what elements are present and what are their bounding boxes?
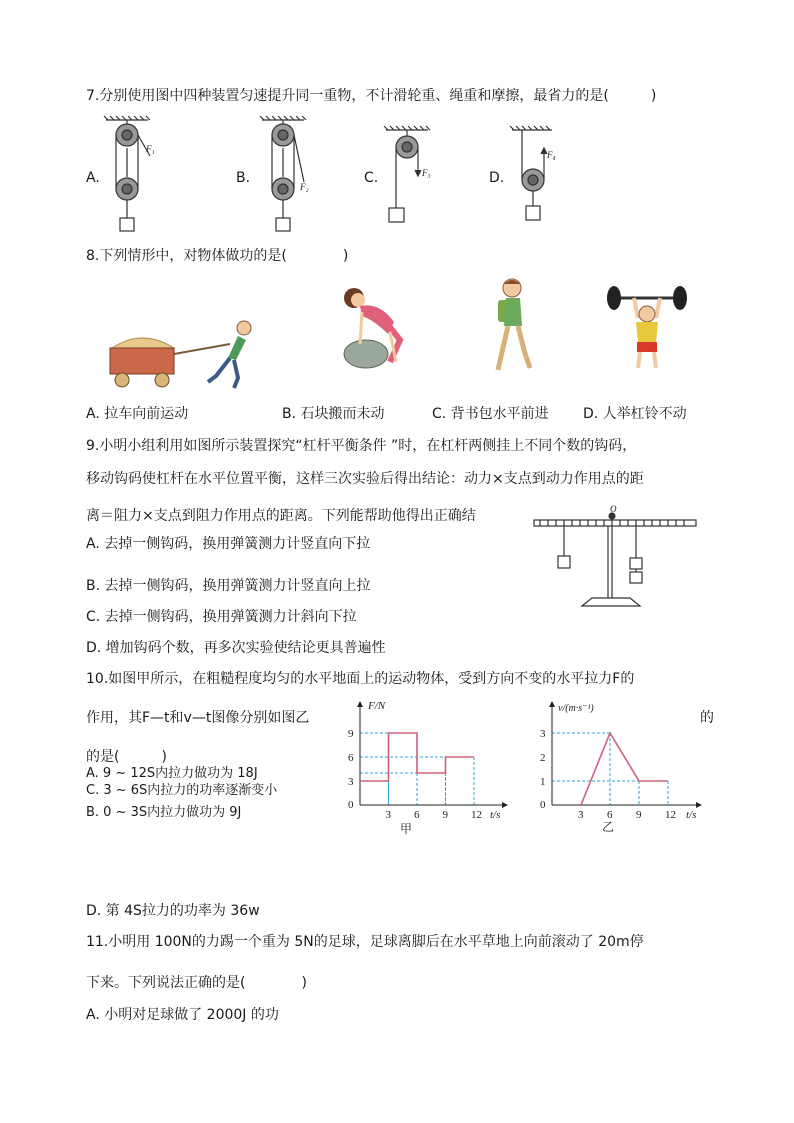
chart1-velocity-line	[581, 733, 668, 805]
q9-lever-figure	[526, 502, 702, 618]
q7-option-c-letter: C.	[364, 170, 379, 186]
chart0-ylabel: F/N	[368, 700, 386, 712]
q8-option-b: B. 石块搬而未动	[282, 406, 385, 422]
q7-force-label-a: F₁	[146, 144, 155, 154]
chart0-xlabel: t/s	[490, 809, 501, 821]
chart1-y-tick-0: 1	[540, 776, 546, 788]
q7-figure-b	[256, 114, 326, 234]
q10-chart-force-time	[330, 697, 516, 843]
q9-option-c: C. 去掉一侧钩码，换用弹簧测力计斜向下拉	[86, 609, 357, 625]
chart0-origin: 0	[348, 799, 354, 811]
q10-line-3: 的是( )	[86, 749, 167, 765]
chart1-x-tick-2: 9	[636, 809, 642, 821]
chart0-x-tick-1: 6	[414, 809, 420, 821]
chart1-xlabel: t/s	[686, 809, 697, 821]
chart0-y-arrow	[357, 701, 363, 707]
chart1-x-tick-1: 6	[607, 809, 613, 821]
q10-option-d: D. 第 4S拉力的功率为 36w	[86, 903, 260, 919]
q10-option-b: B. 0 ~ 3S内拉力做功为 9J	[86, 805, 242, 820]
q7-option-d-letter: D.	[489, 170, 505, 186]
q8-option-d: D. 人举杠铃不动	[583, 406, 687, 422]
q9-line-3: 离＝阻力×支点到阻力作用点的距离。下列能帮助他得出正确结	[86, 508, 476, 524]
q8-option-a: A. 拉车向前运动	[86, 406, 189, 422]
chart1-y-tick-1: 2	[540, 752, 546, 764]
q9-option-a: A. 去掉一侧钩码，换用弹簧测力计竖直向下拉	[86, 536, 371, 552]
q7-figure-c	[382, 124, 442, 228]
chart0-x-tick-3: 12	[471, 809, 482, 821]
chart1-x-tick-3: 12	[665, 809, 676, 821]
q9-pivot-label: O	[610, 504, 617, 514]
chart1-title: 乙	[602, 820, 615, 834]
q9-line-1: 9.小明小组利用如图所示装置探究“杠杆平衡条件 ”时，在杠杆两侧挂上不同个数的钩码，	[86, 438, 637, 454]
chart0-x-arrow	[502, 802, 508, 808]
q9-option-d: D. 增加钩码个数，再多次实验使结论更具普遍性	[86, 640, 386, 656]
chart0-y-tick-0: 3	[348, 776, 354, 788]
q8-stem: 8.下列情形中，对物体做功的是( )	[86, 248, 349, 264]
q7-stem: 7.分别使用图中四种装置匀速提升同一重物，不计滑轮重、绳重和摩擦，最省力的是( )	[86, 88, 657, 104]
q7-figure-a	[100, 114, 170, 234]
chart1-guide-lines	[552, 733, 668, 805]
chart0-title: 甲	[400, 822, 413, 836]
chart1-y-tick-2: 3	[540, 728, 546, 740]
q10-line-2-tail: 的	[700, 710, 714, 726]
chart0-x-tick-0: 3	[385, 809, 391, 821]
q9-line-2: 移动钩码使杠杆在水平位置平衡，这样三次实验后得出结论：动力×支点到动力作用点的距	[86, 471, 644, 487]
q8-option-c: C. 背书包水平前进	[432, 406, 549, 422]
q7-figure-d	[508, 124, 568, 224]
q9-option-b: B. 去掉一侧钩码，换用弹簧测力计竖直向上拉	[86, 578, 371, 594]
q7-option-b-letter: B.	[236, 170, 251, 186]
q7-force-label-d: F₄	[547, 150, 556, 160]
q10-line-2: 作用，其F—t和v—t图像分别如图乙	[86, 710, 310, 726]
chart1-x-tick-0: 3	[578, 809, 584, 821]
q7-option-a-letter: A.	[86, 170, 100, 186]
q10-option-c: C. 3 ~ 6S内拉力的功率逐渐变小	[86, 783, 278, 798]
q11-line-2: 下来。下列说法正确的是( )	[86, 975, 307, 991]
chart0-y-tick-1: 6	[348, 752, 354, 764]
chart1-ylabel: v/(m·s⁻¹)	[558, 703, 594, 714]
chart1-y-arrow	[549, 701, 555, 707]
chart1-x-arrow	[696, 802, 702, 808]
q7-force-label-b: F₂	[300, 182, 309, 192]
q8-image-backpack-walk	[490, 276, 540, 376]
q11-line-1: 11.小明用 100N的力踢一个重为 5N的足球，足球离脚后在水平草地上向前滚动了 20m停	[86, 934, 644, 950]
q8-image-barbell	[604, 284, 690, 374]
chart0-x-tick-2: 9	[442, 809, 448, 821]
q10-line-1: 10.如图甲所示，在粗糙程度均匀的水平地面上的运动物体，受到方向不变的水平拉力F的	[86, 671, 635, 687]
q7-force-label-c: F₃	[422, 168, 431, 178]
q10-chart-velocity-time	[530, 697, 716, 843]
chart1-origin: 0	[540, 799, 546, 811]
q8-image-moving-stone	[330, 282, 420, 374]
q10-option-a: A. 9 ~ 12S内拉力做功为 18J	[86, 766, 258, 781]
chart0-y-tick-2: 9	[348, 728, 354, 740]
q8-image-pulling-cart	[104, 316, 264, 396]
q11-option-a: A. 小明对足球做了 2000J 的功	[86, 1007, 279, 1023]
